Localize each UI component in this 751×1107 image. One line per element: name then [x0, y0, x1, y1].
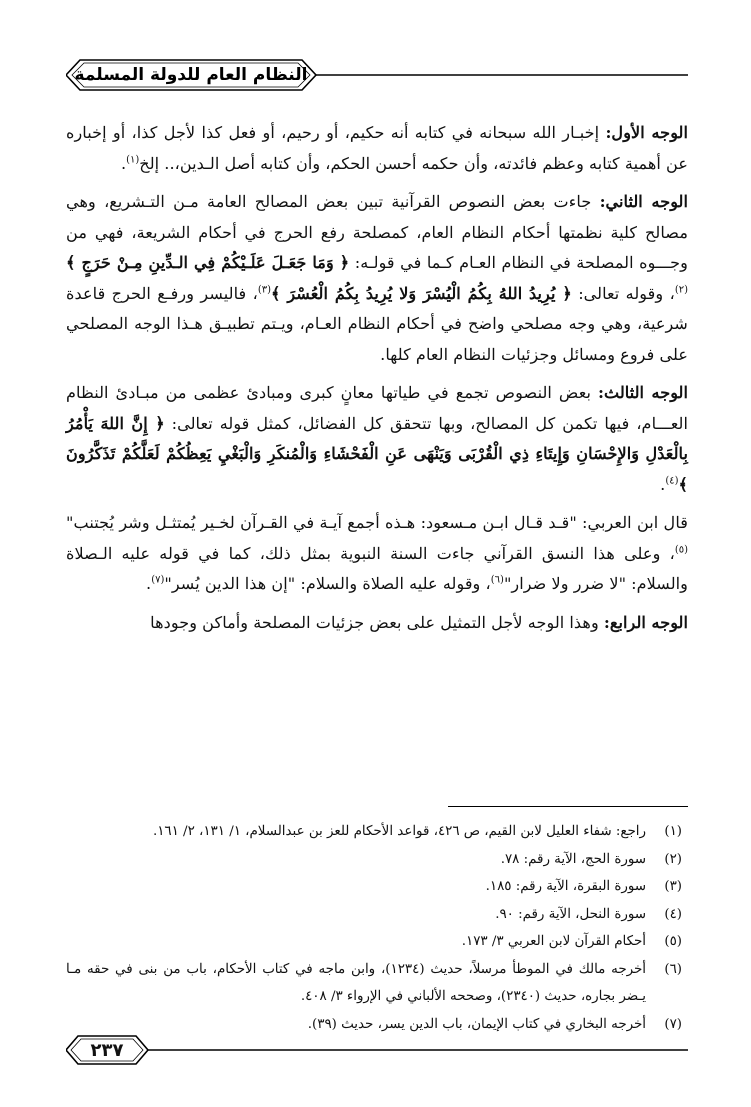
main-text	[66, 118, 688, 646]
section-label: الوجه الرابع:	[603, 612, 688, 632]
footnote-number: (٥)	[664, 934, 682, 949]
text-run: ، وعلى هذا النسق القرآني جاءت السنة النبوية بمثل ذلك، كما في قوله عليه الـصلاة والسلام: "لا ضرر ولا ضرار"	[66, 543, 688, 593]
footnote-text: راجع: شفاء العليل لابن القيم، ص ٤٢٦، قواعد الأحكام للعز بن عبدالسلام، ١/ ١٣١، ٢/ ١٦١.	[152, 824, 646, 839]
paragraph	[66, 378, 688, 500]
footnote-number: (١)	[664, 824, 682, 839]
footnote-ref: (٤)	[665, 475, 679, 487]
footnote-item	[66, 818, 688, 846]
footnote-ref: (٦)	[490, 574, 504, 586]
quran-quote: ﴿ وَمَا جَعَـلَ عَلَـيْكُمْ فِي الـدِّينِ مِـنْ حَرَجٍ ﴾	[66, 253, 350, 272]
section-label: الوجه الثالث:	[598, 383, 688, 402]
text-run: قال ابن العربي: "قـد قـال ابـن مـسعود: هـذه أجمع آيـة في القـرآن لخـير يُمتثـل وشر يُجتنب"	[66, 513, 688, 532]
text-run: ، فاليسر ورفـع الحرج قاعدة شرعية، وهي وجه مصلحي واضح في أحكام النظام العـام، ويـتم تطبيـق هـذا الوجه المصلحي على فروع ومسائل وجزئيات النظام العام كلها.	[66, 283, 688, 364]
footnote-ref: (٥)	[674, 544, 688, 556]
text-run: إخبـار الله سبحانه في كتابه أنه حكيم، أو رحيم، أو فعل كذا لأجل كذا، أو إخباره عن أهمية كتابه وعظم فائدته، وأن حكمه أحسن الحكم، وأن كتابه أصل الـدين،.. إلخ	[66, 123, 688, 173]
footnote-ref: (٣)	[257, 284, 272, 296]
footnote-text: أخرجه البخاري في كتاب الإيمان، باب الدين يسر، حديث (٣٩).	[307, 1016, 646, 1032]
footnote-number: (٢)	[664, 851, 682, 867]
footnote-text: أحكام القرآن لابن العربي ٣/ ١٧٣.	[461, 934, 646, 949]
footnote-item	[66, 846, 688, 874]
text-run: .	[146, 574, 152, 593]
footnote-separator	[448, 806, 688, 807]
quran-quote: ﴿ يُرِيدُ اللهُ بِكُمُ الْيُسْرَ وَلا يُرِيدُ بِكُمُ الْعُسْرَ ﴾	[271, 283, 572, 303]
running-header	[66, 56, 688, 94]
footer-frame-ornament	[66, 1030, 688, 1070]
footnote-number: (٤)	[664, 906, 682, 922]
footnote-number: (٦)	[664, 961, 682, 977]
text-run: جاءت بعض النصوص القرآنية تبين بعض المصالح العامة مـن التـشريع، وهي مصالح كلية نظمتها أحكام النظام العام، كمصلحة رفع الحرج في أحكام الشريعة، فهي من وجـــوه المصلحة في النظام العـام كـما في قولـه:	[66, 192, 688, 272]
footnote-text: أخرجه مالك في الموطأ مرسلاً، حديث (١٢٣٤)، وابن ماجه في كتاب الأحكام، باب من بنى في حقه مـا يـضر بجاره، حديث (٢٣٤٠)، وصححه الألباني في الإرواء ٣/ ٤٠٨.	[66, 961, 646, 1004]
footnotes-list	[66, 818, 688, 1038]
paragraph	[66, 608, 688, 639]
book-title: النظام العام للدولة المسلمة	[74, 65, 308, 85]
footnote-text: سورة النحل، الآية رقم: ٩٠.	[495, 906, 646, 922]
page-footer	[66, 1030, 688, 1070]
paragraph	[66, 508, 688, 600]
quran-quote: ﴿ إِنَّ اللهَ يَأْمُرُ بِالْعَدْلِ وَالإِحْسَانِ وَإِيتَاءِ ذِي الْقُرْبَى وَيَنْهَى عَنِ الْفَحْشَاءِ وَالْمُنكَرِ وَالْبَغْيِ يَعِظُكُمْ لَعَلَّكُمْ تَذَكَّرُونَ ﴾	[66, 413, 688, 494]
text-run: ، وقوله عليه الصلاة والسلام: "إن هذا الدين يُسر"	[164, 574, 491, 593]
text-run: وهذا الوجه لأجل التمثيل على بعض جزئيات المصلحة وأماكن وجودها	[150, 612, 604, 632]
footnote-item	[66, 956, 688, 1011]
text-run: بعض النصوص تجمع في طياتها معانٍ كبرى ومبادئ عظمى من مبـادئ النظام العـــام، فيها تكمن كل المصالح، وبها تتحقق كل الفضائل، كمثل قوله تعالى:	[66, 383, 688, 433]
text-run: .	[660, 474, 666, 494]
footnote-ref: (١)	[126, 154, 140, 166]
footnote-number: (٣)	[664, 879, 682, 894]
footnote-text: سورة الحج، الآية رقم: ٧٨.	[500, 851, 646, 867]
footnote-item	[66, 901, 688, 929]
footnote-number: (٧)	[664, 1016, 682, 1032]
footnote-item	[66, 873, 688, 901]
footnote-item	[66, 928, 688, 956]
text-run: ، وقوله تعالى:	[571, 283, 675, 303]
paragraph	[66, 118, 688, 179]
footnote-ref: (٧)	[151, 574, 165, 586]
footnote-ref: (٢)	[674, 284, 688, 296]
text-run: .	[120, 153, 127, 173]
section-label: الوجه الثاني:	[599, 192, 688, 211]
paragraph	[66, 187, 688, 370]
footnote-text: سورة البقرة، الآية رقم: ١٨٥.	[485, 879, 646, 894]
page-number: ٢٣٧	[90, 1039, 124, 1061]
section-label: الوجه الأول:	[605, 123, 688, 142]
